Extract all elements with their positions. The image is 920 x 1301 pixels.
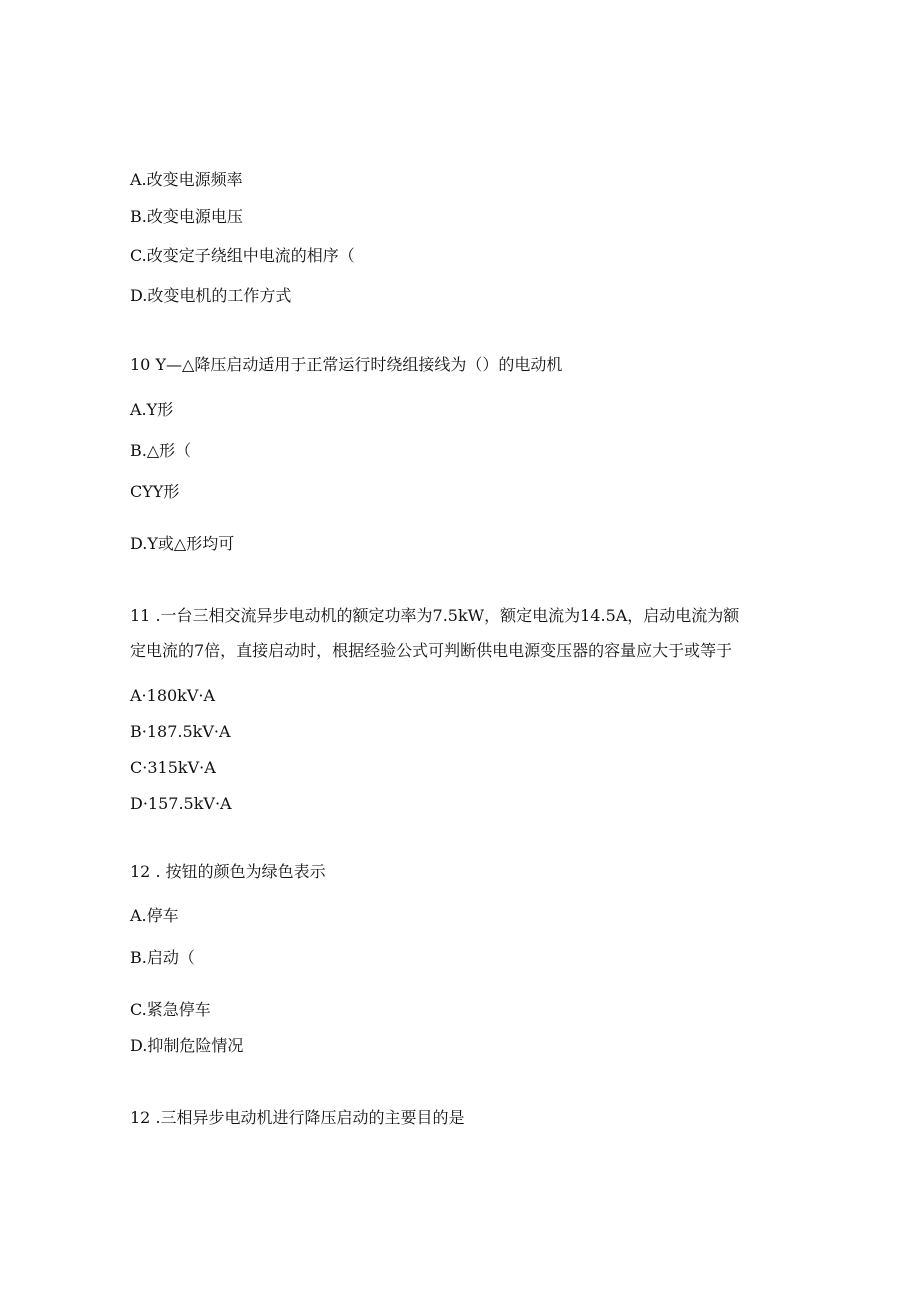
q10-option-d: D.Y或△形均可 bbox=[130, 534, 235, 553]
q12a-option-b: B.启动（ bbox=[130, 948, 195, 967]
q10-stem: 10 Y—△降压启动适用于正常运行时绕组接线为（）的电动机 bbox=[130, 355, 563, 374]
q12b-stem: 12 .三相异步电动机进行降压启动的主要目的是 bbox=[130, 1108, 465, 1127]
q11-option-d: D·157.5kV·A bbox=[130, 794, 232, 813]
q10-option-b: B.△形（ bbox=[130, 441, 192, 460]
q11-option-b: B·187.5kV·A bbox=[130, 722, 231, 741]
q11-stem-line1: 11 .一台三相交流异步电动机的额定功率为7.5kW，额定电流为14.5A，启动电流为额 bbox=[130, 606, 740, 625]
q9-option-b: B.改变电源电压 bbox=[130, 207, 243, 226]
q12a-stem: 12 . 按钮的颜色为绿色表示 bbox=[130, 862, 326, 881]
q11-option-a: A·180kV·A bbox=[130, 686, 216, 705]
q12a-option-c: C.紧急停车 bbox=[130, 1000, 211, 1019]
q9-option-d: D.改变电机的工作方式 bbox=[130, 286, 292, 305]
q9-option-a: A.改变电源频率 bbox=[130, 170, 243, 189]
q10-option-c: CYY形 bbox=[130, 482, 180, 501]
q12a-option-a: A.停车 bbox=[130, 906, 179, 925]
q10-option-a: A.Y形 bbox=[130, 400, 174, 419]
q9-option-c: C.改变定子绕组中电流的相序（ bbox=[130, 246, 355, 265]
q11-option-c: C·315kV·A bbox=[130, 758, 216, 777]
q11-stem-line2: 定电流的7倍，直接启动时，根据经验公式可判断供电电源变压器的容量应大于或等于 bbox=[130, 641, 733, 660]
q12a-option-d: D.抑制危险情况 bbox=[130, 1036, 244, 1055]
